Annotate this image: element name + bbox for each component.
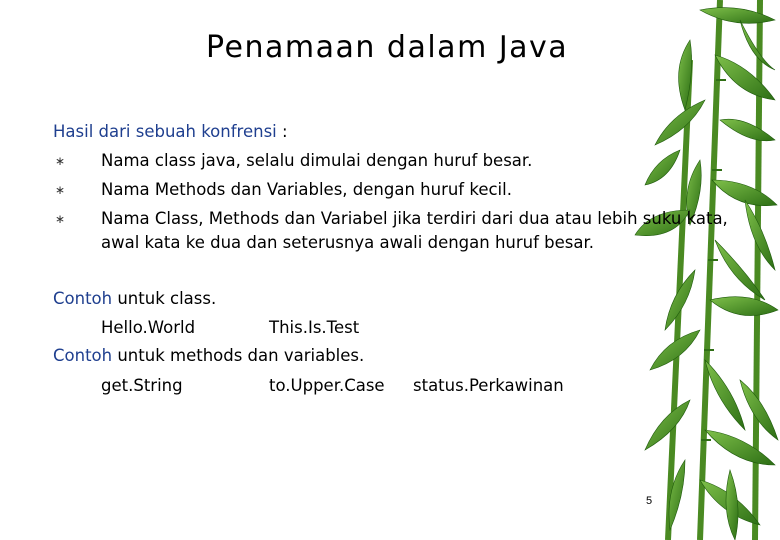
page-number: 5: [646, 495, 653, 507]
intro-line: [53, 122, 288, 141]
bullet-icon: ∗: [55, 154, 66, 168]
example-class-rest: untuk class.: [112, 289, 217, 308]
example-methods-label: Contoh: [53, 346, 113, 365]
slide-title: Penamaan dalam Java: [206, 30, 569, 65]
bullet-item: Nama Class, Methods dan Variabel jika terdiri dari dua atau lebih suku kata,: [101, 209, 728, 228]
intro-label: Hasil dari sebuah konfrensi: [53, 122, 277, 141]
example-item: get.String: [101, 376, 183, 395]
intro-colon: :: [276, 122, 288, 141]
bullet-icon: ∗: [55, 183, 66, 197]
bullet-item-continuation: awal kata ke dua dan seterusnya awali dengan huruf besar.: [101, 233, 595, 252]
example-class-heading: [53, 289, 216, 308]
example-item: to.Upper.Case: [269, 376, 385, 395]
example-methods-heading: [53, 346, 364, 365]
example-class-label: Contoh: [53, 289, 113, 308]
example-item: status.Perkawinan: [413, 376, 564, 395]
example-methods-rest: untuk methods dan variables.: [112, 346, 365, 365]
example-item: This.Is.Test: [269, 318, 360, 337]
example-item: Hello.World: [101, 318, 196, 337]
bullet-item: Nama class java, selalu dimulai dengan huruf besar.: [101, 151, 533, 170]
bullet-item: Nama Methods dan Variables, dengan huruf kecil.: [101, 180, 512, 199]
bullet-icon: ∗: [55, 212, 66, 226]
